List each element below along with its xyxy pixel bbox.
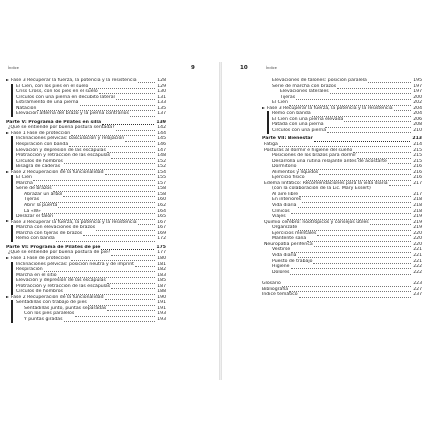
toc-entry-title: Posiciones de los brazos para dormir	[272, 153, 357, 159]
toc-entry-title: Respiración con banda	[16, 142, 69, 148]
toc-entry-page: 188	[157, 289, 166, 295]
toc-entry-title: Parte VII: Bienestar	[262, 136, 313, 142]
table-of-contents-left	[6, 78, 166, 323]
dot-leader	[130, 111, 155, 116]
toc-entry-page: 190	[157, 294, 166, 300]
toc-entry-title: Clínicos	[272, 208, 290, 214]
toc-entry-page: 218	[413, 208, 422, 214]
toc-entry-page: 214	[413, 142, 422, 148]
toc-entry-title: Círculos de hombros	[16, 289, 63, 295]
toc-entry-title: Abrir la puerta	[24, 203, 58, 209]
toc-entry	[262, 292, 422, 298]
toc-entry-title: Vestirse	[272, 247, 291, 253]
toc-entry-title: Deslizar el talón	[16, 214, 54, 220]
toc-entry-page: 220	[413, 236, 422, 242]
toc-entry-title: Con los pies paralelos	[24, 311, 75, 317]
toc-entry-page: 152	[157, 164, 166, 170]
toc-entry-page: 129	[157, 83, 166, 89]
toc-entry-page: 206	[413, 116, 422, 122]
toc-entry-title: Serie de brazos	[16, 186, 52, 192]
toc-entry-title: El Cien, con los pies en el suelo	[16, 83, 89, 89]
toc-entry	[262, 128, 422, 134]
toc-entry-title: Estiramiento de una pierna	[16, 100, 79, 106]
toc-entry-title: Marcha en el sitio	[16, 272, 57, 278]
toc-entry	[6, 317, 166, 323]
toc-entry-title: Tijeras	[24, 197, 40, 203]
toc-entry-title: Neuropatía periférica	[264, 241, 313, 247]
toc-entry-title: Fase 1 Fase de protección	[11, 130, 71, 136]
toc-entry-title: Protracción y retracción de las escápulas	[16, 153, 111, 159]
toc-entry-page: 180	[157, 255, 166, 261]
toc-entry-page: 145	[157, 136, 166, 142]
toc-entry-title: Alimentos y líquidos	[272, 169, 319, 175]
dot-leader	[290, 270, 411, 275]
toc-entry-page: 191	[157, 300, 166, 306]
toc-entry-title: Tijeras	[280, 94, 296, 100]
toc-entry-page: 223	[413, 281, 422, 287]
toc-entry-title: Higiene	[272, 264, 290, 270]
toc-entry-title: Protracción y retracción de las escápulas	[16, 283, 111, 289]
toc-entry-title: Fatiga	[264, 142, 278, 148]
section-bar	[11, 175, 13, 220]
toc-entry-title: Círculos con una pierna en decúbito lateral	[16, 94, 115, 100]
toc-entry-title: Sentadillas con trabajo de pies	[16, 300, 87, 306]
toc-entry-page: 216	[413, 175, 422, 181]
toc-entry-title: Fase 3 Recuperar la fuerza, la potencia y la resistencia	[267, 105, 393, 111]
toc-entry-title: El Cien	[16, 175, 32, 181]
section-bar	[11, 84, 13, 117]
toc-entry-page: 148	[157, 153, 166, 159]
toc-entry-title: Ejercicios mentales	[272, 230, 317, 236]
toc-entry-title: ¿Qué se entiende por buena postura de pie?	[8, 250, 111, 256]
toc-entry-title: Dormitorio	[272, 164, 297, 170]
toc-entry-page: 187	[157, 283, 166, 289]
right-page	[222, 62, 440, 380]
toc-entry-title: Círculos de hombros	[16, 158, 63, 164]
toc-entry-title: Vida diaria	[272, 252, 297, 258]
toc-entry-page: 221	[413, 252, 422, 258]
toc-entry-page: 221	[413, 258, 422, 264]
toc-entry-title: Desarrolla una rutina relajante antes de acostarte	[272, 158, 387, 164]
toc-entry-page: 167	[157, 225, 166, 231]
toc-entry-page: 204	[413, 105, 422, 111]
section-bar	[11, 262, 13, 295]
arrow-marker-icon	[262, 107, 265, 109]
toc-entry-page: 147	[157, 147, 166, 153]
toc-entry-page: 200	[413, 94, 422, 100]
toc-entry-page: 216	[413, 164, 422, 170]
toc-entry-page: 220	[413, 241, 422, 247]
toc-entry-title: Elevación alterna del brazo y la pierna contrarios	[16, 111, 129, 117]
toc-entry-title: Parte V: Programa de Pilates en silla	[6, 119, 102, 125]
toc-entry	[262, 270, 422, 276]
toc-entry-page: 139	[156, 119, 166, 125]
section-bar	[11, 136, 13, 170]
toc-entry-page: 167	[157, 219, 166, 225]
toc-entry-title: Vida diaria	[272, 203, 297, 209]
toc-entry-title: Edema linfático: Recomendaciones para la vida diaria	[264, 180, 388, 186]
toc-entry-page: 154	[157, 169, 166, 175]
toc-entry-page: 195	[413, 78, 422, 83]
toc-entry	[6, 236, 166, 242]
running-head-right: Índice	[266, 66, 277, 70]
toc-entry-page: 202	[413, 100, 422, 106]
toc-entry-title: Fase 1 Fase de protección	[11, 255, 71, 261]
toc-entry-page: 193	[157, 311, 166, 317]
toc-entry-page: 220	[413, 230, 422, 236]
toc-entry-title: Ejercicio físico	[272, 175, 305, 181]
toc-entry-title: Viajes	[272, 214, 286, 220]
toc-entry-page: 185	[157, 278, 166, 284]
toc-entry-title: Parte VI: Programa de Pilates de pie	[6, 244, 101, 250]
toc-entry-page: 222	[413, 269, 422, 275]
section-bar	[267, 111, 269, 134]
toc-entry-page: 197	[413, 83, 422, 89]
toc-entry-page: 133	[157, 100, 166, 106]
toc-entry-page: 191	[157, 305, 166, 311]
table-of-contents-right	[262, 78, 422, 298]
toc-entry-title: Serie de marcha con brazos	[272, 83, 337, 89]
toc-entry-title: Quimio cerebro: nootrópicos y consejos útiles	[264, 219, 369, 225]
toc-entry-title: El Cien	[272, 100, 288, 106]
toc-entry-page: 158	[157, 191, 166, 197]
toc-entry-page: 157	[157, 180, 166, 186]
toc-entry-title: Elevaciones laterales	[280, 89, 329, 95]
toc-entry	[6, 111, 166, 117]
dot-leader	[56, 236, 155, 241]
dot-leader	[299, 292, 411, 297]
arrow-marker-icon	[6, 132, 9, 134]
toc-entry-page: 169	[157, 230, 166, 236]
toc-entry-title: Remo con banda	[16, 236, 55, 242]
toc-entry-page: 227	[413, 286, 422, 292]
section-bar	[11, 300, 13, 323]
arrow-marker-icon	[6, 296, 9, 298]
toc-entry-title: ¿Qué se entiende por buena postura sentada?	[8, 125, 115, 131]
toc-entry-page: 221	[413, 247, 422, 253]
toc-entry-title: Respiración	[16, 267, 43, 273]
left-page	[0, 62, 219, 380]
toc-entry-title: Remo con banda	[272, 111, 311, 117]
toc-entry-page: 158	[157, 186, 166, 192]
toc-entry-title: Sentadillas junto, puntas separadas	[24, 305, 107, 311]
toc-entry-title: Marcha con tijeras de brazos	[16, 230, 83, 236]
arrow-marker-icon	[6, 257, 9, 259]
arrow-marker-icon	[6, 220, 9, 222]
dot-leader	[327, 128, 411, 133]
toc-entry-page: 183	[157, 272, 166, 278]
toc-entry-title: Fase 2 Recuperación de la funcionalidad	[11, 294, 104, 300]
toc-entry-title: Bibliografía	[262, 286, 289, 292]
toc-entry-page: 237	[413, 292, 422, 298]
toc-entry-title: Inclinaciones pélvicas: posición neutra y de imprint	[16, 261, 134, 267]
toc-entry-page: 222	[413, 264, 422, 270]
toc-entry-title: Criss Cross, con los pies en el suelo	[16, 89, 98, 95]
toc-entry-page: 215	[413, 158, 422, 164]
toc-entry-page: 160	[157, 197, 166, 203]
toc-entry-title: Fase 3 Recuperar la fuerza, la potencia y la resistencia	[11, 78, 137, 83]
toc-entry-page: 218	[413, 203, 422, 209]
toc-entry-title: Marcha	[16, 180, 33, 186]
arrow-marker-icon	[6, 79, 9, 81]
toc-entry-title: Patada con una pierna	[272, 122, 324, 128]
toc-entry-page: 217	[413, 191, 422, 197]
toc-entry-title: Índice temático	[262, 292, 298, 298]
toc-entry-page: 197	[413, 89, 422, 95]
toc-entry-page: 219	[413, 219, 422, 225]
toc-entry-title: (con la colaboración de la Lic. Mary Essert)	[272, 186, 371, 192]
toc-entry-page: 152	[157, 158, 166, 164]
toc-entry-page: 217	[413, 180, 422, 186]
toc-entry-page: 213	[412, 136, 422, 142]
toc-entry-page: 155	[157, 175, 166, 181]
toc-entry-page: 165	[157, 214, 166, 220]
toc-entry-page: 193	[157, 316, 166, 322]
toc-entry-page: 216	[413, 169, 422, 175]
toc-entry-page: 215	[413, 153, 422, 159]
toc-entry-page: 208	[413, 122, 422, 128]
toc-entry-title: Elevación y depresión de las escápulas	[16, 278, 106, 284]
toc-entry-title: Fase 3 Recuperar la fuerza, la potencia y la resistencia	[11, 219, 137, 225]
toc-entry-page: 181	[157, 261, 166, 267]
toc-entry-page: 177	[157, 250, 166, 256]
toc-entry-page: 175	[156, 244, 166, 250]
arrow-marker-icon	[6, 171, 9, 173]
toc-entry-page: 142	[157, 125, 166, 131]
toc-entry-title: Fase 2 Recuperación de la funcionalidad	[11, 169, 104, 175]
toc-entry-title: Abrazar un árbol	[24, 191, 63, 197]
toc-entry-title: Bisagra de caderas	[16, 164, 61, 170]
running-head-left: Índice	[8, 66, 19, 70]
toc-entry-title: Posturas al dormir e higiene del sueño	[264, 147, 353, 153]
toc-entry-page: 215	[413, 147, 422, 153]
toc-entry-page: 172	[157, 236, 166, 242]
toc-entry-page: 219	[413, 214, 422, 220]
toc-entry-title: Inclinaciones pélvicas: basculación y relajación	[16, 136, 125, 142]
toc-entry-page: 218	[413, 197, 422, 203]
toc-entry-title: La «W»	[24, 208, 41, 214]
page-number-left: 9	[191, 65, 195, 71]
toc-entry-title: Puesto de trabajo	[272, 258, 313, 264]
toc-entry-title: Círculos con una pierna	[272, 127, 327, 133]
toc-entry-title: Al aire libre	[272, 191, 299, 197]
toc-entry-title: Glosario	[262, 281, 281, 287]
toc-entry-page: 146	[157, 142, 166, 148]
toc-entry-title: Mantente sana	[272, 236, 307, 242]
dot-leader	[64, 317, 155, 322]
toc-entry-page: 219	[413, 225, 422, 231]
toc-entry-page: 164	[157, 208, 166, 214]
toc-entry-page: 128	[157, 78, 166, 83]
toc-entry-page: 135	[157, 105, 166, 111]
toc-entry-page: 162	[157, 203, 166, 209]
toc-entry-title: Elevación y depresión de las escápulas	[16, 147, 106, 153]
toc-entry-title: Organízate	[272, 225, 298, 231]
toc-entry-title: El Cien con una pierna elevada	[272, 116, 344, 122]
page-number-right: 10	[240, 65, 248, 71]
section-bar	[11, 225, 13, 242]
toc-entry-title: En interiores	[272, 197, 302, 203]
toc-entry-page: 130	[157, 89, 166, 95]
toc-entry-title: Dolores	[272, 269, 290, 275]
toc-entry-title: Elevaciones de talones: posición paralela	[272, 78, 367, 83]
toc-entry-page: 204	[413, 111, 422, 117]
toc-entry-page: 131	[157, 94, 166, 100]
toc-entry-page: 182	[157, 267, 166, 273]
toc-entry-page: 137	[157, 111, 166, 117]
toc-entry-title: Marcha con elevaciones de brazos	[16, 225, 96, 231]
toc-entry-title: Natación	[16, 105, 37, 111]
toc-entry-title: Y puntas giradas	[24, 316, 63, 322]
toc-entry-page: 144	[157, 130, 166, 136]
toc-entry-page: 210	[413, 127, 422, 133]
